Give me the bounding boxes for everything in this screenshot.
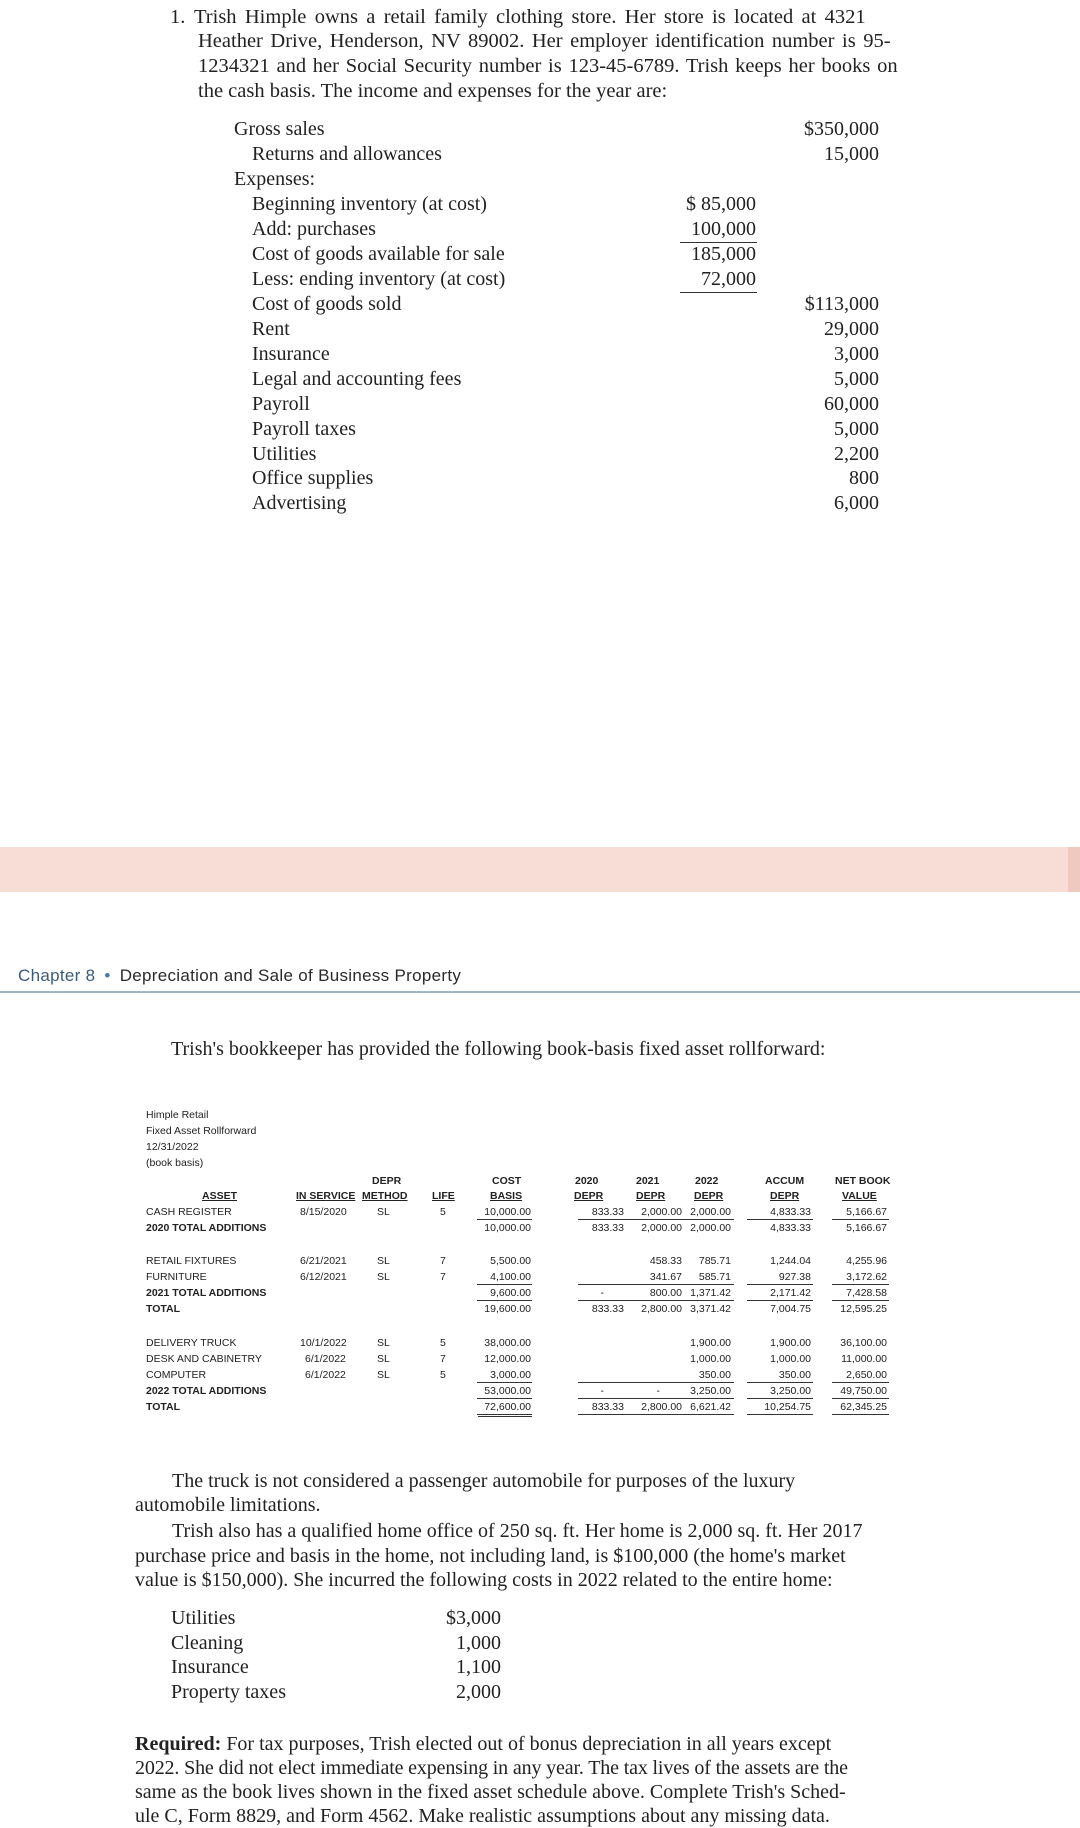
row-life: 5 bbox=[440, 1337, 446, 1349]
row-date: 6/12/2021 bbox=[300, 1271, 347, 1283]
rule bbox=[747, 1414, 813, 1415]
cogs-label-3: Cost of goods available for sale bbox=[252, 243, 505, 265]
total-nbv: 49,750.00 bbox=[840, 1385, 887, 1397]
hdr-2020: 2020 bbox=[575, 1175, 599, 1187]
row-accum: 1,900.00 bbox=[770, 1337, 811, 1349]
schedule-title-4: (book basis) bbox=[146, 1157, 204, 1169]
grand-d2022: 3,371.42 bbox=[690, 1303, 731, 1315]
expense-value-2: 29,000 bbox=[824, 318, 879, 340]
row-accum: 1,000.00 bbox=[770, 1353, 811, 1365]
grand-accum: 10,254.75 bbox=[764, 1401, 811, 1413]
hdr-cost-top: COST bbox=[492, 1175, 522, 1187]
total-label: 2021 TOTAL ADDITIONS bbox=[146, 1287, 267, 1299]
grand-d2020: 833.33 bbox=[591, 1401, 624, 1413]
home-cost-value-1: $3,000 bbox=[446, 1607, 501, 1629]
expense-label-1: Cost of goods sold bbox=[252, 293, 402, 315]
problem-line-3: 1234321 and her Social Security number is 123-45-6789. Trish keeps her books on bbox=[198, 55, 898, 77]
row-cost: 3,000.00 bbox=[490, 1369, 531, 1381]
total-d2021: 800.00 bbox=[649, 1287, 682, 1299]
page-gap-band bbox=[0, 847, 1080, 892]
row-d2021: 2,000.00 bbox=[641, 1206, 682, 1218]
rule bbox=[832, 1284, 889, 1285]
total-nbv: 7,428.58 bbox=[846, 1287, 887, 1299]
expense-label-9: Advertising bbox=[252, 492, 347, 514]
rule bbox=[477, 1398, 532, 1399]
expense-value-6: 5,000 bbox=[834, 418, 879, 440]
required-line-1 bbox=[135, 1733, 831, 1756]
rule bbox=[578, 1219, 734, 1220]
hdr-value: VALUE bbox=[842, 1190, 877, 1202]
cogs-value-4: 72,000 bbox=[701, 268, 756, 290]
hdr-basis: BASIS bbox=[490, 1190, 523, 1202]
rule bbox=[477, 1382, 532, 1383]
row-cost: 4,100.00 bbox=[490, 1271, 531, 1283]
schedule-title-3: 12/31/2022 bbox=[146, 1141, 199, 1153]
hdr-depr-2021: DEPR bbox=[636, 1190, 666, 1202]
row-method: SL bbox=[377, 1353, 390, 1365]
home-cost-label-4: Property taxes bbox=[171, 1681, 286, 1703]
row-accum: 350.00 bbox=[778, 1369, 811, 1381]
returns-value: 15,000 bbox=[824, 143, 879, 165]
hdr-depr-2020: DEPR bbox=[574, 1190, 604, 1202]
cogs-value-1: $ 85,000 bbox=[686, 193, 756, 215]
rule bbox=[578, 1398, 734, 1399]
cogs-value-2: 100,000 bbox=[691, 218, 756, 240]
row-asset: RETAIL FIXTURES bbox=[146, 1255, 237, 1267]
total-cost: 9,600.00 bbox=[490, 1287, 531, 1299]
row-life: 7 bbox=[440, 1353, 446, 1365]
home-office-line-1: Trish also has a qualified home office of 250 sq. ft. Her home is 2,000 sq. ft. Her 2017 bbox=[172, 1520, 863, 1542]
rule bbox=[747, 1219, 813, 1220]
rule bbox=[578, 1300, 734, 1301]
required-label: Required: bbox=[135, 1733, 222, 1755]
rule bbox=[477, 1284, 532, 1285]
row-life: 7 bbox=[440, 1271, 446, 1283]
required-line-3: same as the book lives shown in the fixed asset schedule above. Complete Trish's Sched- bbox=[135, 1781, 846, 1803]
schedule-title-2: Fixed Asset Rollforward bbox=[146, 1125, 257, 1137]
expense-label-2: Rent bbox=[252, 318, 290, 340]
rule bbox=[477, 1414, 532, 1415]
hdr-2021: 2021 bbox=[636, 1175, 660, 1187]
row-date: 8/15/2020 bbox=[300, 1206, 347, 1218]
grand-label: TOTAL bbox=[146, 1401, 181, 1413]
chapter-number: Chapter 8 bbox=[18, 966, 96, 985]
row-life: 5 bbox=[440, 1206, 446, 1218]
total-cost: 10,000.00 bbox=[484, 1222, 531, 1234]
total-accum: 4,833.33 bbox=[770, 1222, 811, 1234]
hdr-in-service: IN SERVICE bbox=[296, 1190, 356, 1202]
row-cost: 10,000.00 bbox=[484, 1206, 531, 1218]
row-method: SL bbox=[377, 1255, 390, 1267]
total-nbv: 5,166.67 bbox=[846, 1222, 887, 1234]
cogs-label-4: Less: ending inventory (at cost) bbox=[252, 268, 506, 290]
hdr-net-top: NET BOOK bbox=[835, 1175, 891, 1187]
grand-d2020: 833.33 bbox=[591, 1303, 624, 1315]
row-life: 5 bbox=[440, 1369, 446, 1381]
row-date: 6/21/2021 bbox=[300, 1255, 347, 1267]
rule bbox=[578, 1414, 734, 1415]
expense-value-9: 6,000 bbox=[834, 492, 879, 514]
total-d2022: 1,371.42 bbox=[690, 1287, 731, 1299]
chapter-bullet: • bbox=[104, 966, 111, 985]
rule bbox=[578, 1382, 734, 1383]
expense-label-7: Utilities bbox=[252, 443, 317, 465]
rule bbox=[747, 1382, 813, 1383]
rollforward-intro: Trish's bookkeeper has provided the following book-basis fixed asset rollforward: bbox=[171, 1038, 826, 1060]
cogs-label-1: Beginning inventory (at cost) bbox=[252, 193, 487, 215]
returns-label: Returns and allowances bbox=[252, 143, 442, 165]
grand-d2021: 2,800.00 bbox=[641, 1401, 682, 1413]
total-d2020: - bbox=[600, 1287, 604, 1299]
row-method: SL bbox=[377, 1369, 390, 1381]
truck-note-line-1: The truck is not considered a passenger automobile for purposes of the luxury bbox=[172, 1470, 796, 1492]
grand-cost: 72,600.00 bbox=[484, 1401, 531, 1413]
home-cost-value-3: 1,100 bbox=[456, 1656, 501, 1678]
row-nbv: 36,100.00 bbox=[840, 1337, 887, 1349]
row-asset: DELIVERY TRUCK bbox=[146, 1337, 237, 1349]
row-d2022: 1,900.00 bbox=[690, 1337, 731, 1349]
expense-value-3: 3,000 bbox=[834, 343, 879, 365]
hdr-2022: 2022 bbox=[695, 1175, 719, 1187]
row-d2020: 833.33 bbox=[591, 1206, 624, 1218]
gross-sales-label: Gross sales bbox=[234, 118, 325, 140]
chapter-rule bbox=[0, 991, 1080, 993]
required-line-2: 2022. She did not elect immediate expensing in any year. The tax lives of the assets are the bbox=[135, 1757, 848, 1779]
expense-value-7: 2,200 bbox=[834, 443, 879, 465]
total-accum: 2,171.42 bbox=[770, 1287, 811, 1299]
hdr-asset: ASSET bbox=[202, 1190, 238, 1202]
problem-line-4: the cash basis. The income and expenses for the year are: bbox=[198, 80, 668, 102]
expense-value-4: 5,000 bbox=[834, 368, 879, 390]
expense-label-8: Office supplies bbox=[252, 467, 374, 489]
required-text-1: For tax purposes, Trish elected out of bonus depreciation in all years except bbox=[221, 1733, 832, 1755]
row-cost: 38,000.00 bbox=[484, 1337, 531, 1349]
row-nbv: 3,172.62 bbox=[846, 1271, 887, 1283]
problem-line-2: Heather Drive, Henderson, NV 89002. Her employer identification number is 95- bbox=[198, 30, 891, 52]
row-asset: COMPUTER bbox=[146, 1369, 207, 1381]
rule bbox=[747, 1398, 813, 1399]
rule bbox=[832, 1300, 889, 1301]
row-accum: 1,244.04 bbox=[770, 1255, 811, 1267]
total-label: 2022 TOTAL ADDITIONS bbox=[146, 1385, 267, 1397]
expense-label-5: Payroll bbox=[252, 393, 310, 415]
rule bbox=[578, 1284, 734, 1285]
schedule-title-1: Himple Retail bbox=[146, 1109, 209, 1121]
row-d2022: 2,000.00 bbox=[690, 1206, 731, 1218]
grand-cost: 19,600.00 bbox=[484, 1303, 531, 1315]
home-cost-value-4: 2,000 bbox=[456, 1681, 501, 1703]
row-nbv: 4,255.96 bbox=[846, 1255, 887, 1267]
total-d2021: 2,000.00 bbox=[641, 1222, 682, 1234]
row-accum: 4,833.33 bbox=[770, 1206, 811, 1218]
rule bbox=[477, 1219, 532, 1220]
row-method: SL bbox=[377, 1271, 390, 1283]
row-nbv: 2,650.00 bbox=[846, 1369, 887, 1381]
row-asset: DESK AND CABINETRY bbox=[146, 1353, 262, 1365]
row-d2021: 341.67 bbox=[649, 1271, 682, 1283]
hdr-depr-top: DEPR bbox=[372, 1175, 402, 1187]
cogs-label-2: Add: purchases bbox=[252, 218, 376, 240]
row-cost: 12,000.00 bbox=[484, 1353, 531, 1365]
row-date: 6/1/2022 bbox=[305, 1369, 346, 1381]
home-cost-value-2: 1,000 bbox=[456, 1632, 501, 1654]
row-life: 7 bbox=[440, 1255, 446, 1267]
hdr-life: LIFE bbox=[432, 1190, 455, 1202]
row-d2022: 585.71 bbox=[698, 1271, 731, 1283]
hdr-method: METHOD bbox=[362, 1190, 408, 1202]
total-d2022: 3,250.00 bbox=[690, 1385, 731, 1397]
truck-note-line-2: automobile limitations. bbox=[135, 1494, 321, 1516]
total-d2020: - bbox=[600, 1385, 604, 1397]
rule bbox=[832, 1219, 889, 1220]
total-label: 2020 TOTAL ADDITIONS bbox=[146, 1222, 267, 1234]
rule bbox=[832, 1382, 889, 1383]
total-d2022: 2,000.00 bbox=[690, 1222, 731, 1234]
row-d2022: 1,000.00 bbox=[690, 1353, 731, 1365]
problem-number: 1. bbox=[170, 6, 186, 28]
home-cost-label-3: Insurance bbox=[171, 1656, 249, 1678]
row-cost: 5,500.00 bbox=[490, 1255, 531, 1267]
total-d2021: - bbox=[656, 1385, 660, 1397]
row-nbv: 5,166.67 bbox=[846, 1206, 887, 1218]
rule bbox=[477, 1300, 532, 1301]
home-cost-label-2: Cleaning bbox=[171, 1632, 244, 1654]
expense-value-1: $113,000 bbox=[804, 293, 879, 315]
chapter-header bbox=[18, 966, 461, 986]
grand-d2021: 2,800.00 bbox=[641, 1303, 682, 1315]
grand-nbv: 62,345.25 bbox=[840, 1401, 887, 1413]
grand-label: TOTAL bbox=[146, 1303, 181, 1315]
expense-label-6: Payroll taxes bbox=[252, 418, 356, 440]
grand-nbv: 12,595.25 bbox=[840, 1303, 887, 1315]
row-d2021: 458.33 bbox=[649, 1255, 682, 1267]
chapter-title: Depreciation and Sale of Business Property bbox=[119, 966, 462, 985]
total-d2020: 833.33 bbox=[591, 1222, 624, 1234]
grand-d2022: 6,621.42 bbox=[690, 1401, 731, 1413]
problem-line-1: Trish Himple owns a retail family clothing store. Her store is located at 4321 bbox=[194, 6, 866, 28]
page-gap-band-edge bbox=[1068, 847, 1080, 892]
row-asset: FURNITURE bbox=[146, 1271, 207, 1283]
gross-sales-value: $350,000 bbox=[804, 118, 879, 140]
total-cost: 53,000.00 bbox=[484, 1385, 531, 1397]
hdr-depr-accum: DEPR bbox=[770, 1190, 800, 1202]
rule bbox=[832, 1398, 889, 1399]
expenses-label: Expenses: bbox=[234, 168, 316, 190]
rule bbox=[478, 1416, 532, 1417]
row-nbv: 11,000.00 bbox=[841, 1353, 887, 1365]
cogs-value-3: 185,000 bbox=[691, 243, 756, 265]
expense-value-5: 60,000 bbox=[824, 393, 879, 415]
row-d2022: 350.00 bbox=[698, 1369, 731, 1381]
expense-value-8: 800 bbox=[849, 467, 879, 489]
row-date: 6/1/2022 bbox=[305, 1353, 346, 1365]
row-accum: 927.38 bbox=[778, 1271, 811, 1283]
grand-accum: 7,004.75 bbox=[770, 1303, 811, 1315]
row-method: SL bbox=[377, 1337, 390, 1349]
total-accum: 3,250.00 bbox=[770, 1385, 811, 1397]
rule bbox=[747, 1284, 813, 1285]
hdr-depr-2022: DEPR bbox=[694, 1190, 724, 1202]
row-date: 10/1/2022 bbox=[300, 1337, 347, 1349]
rule bbox=[832, 1414, 889, 1415]
row-d2022: 785.71 bbox=[698, 1255, 731, 1267]
home-cost-label-1: Utilities bbox=[171, 1607, 236, 1629]
expense-label-4: Legal and accounting fees bbox=[252, 368, 462, 390]
row-method: SL bbox=[377, 1206, 390, 1218]
required-line-4: ule C, Form 8829, and Form 4562. Make realistic assumptions about any missing data. bbox=[135, 1805, 830, 1827]
hdr-accum-top: ACCUM bbox=[765, 1175, 805, 1187]
expense-label-3: Insurance bbox=[252, 343, 330, 365]
cogs-underline-2 bbox=[680, 292, 757, 293]
row-asset: CASH REGISTER bbox=[146, 1206, 232, 1218]
rule bbox=[747, 1300, 813, 1301]
home-office-line-2: purchase price and basis in the home, not including land, is $100,000 (the home's market bbox=[135, 1545, 846, 1567]
home-office-line-3: value is $150,000). She incurred the following costs in 2022 related to the entire home: bbox=[135, 1569, 833, 1591]
